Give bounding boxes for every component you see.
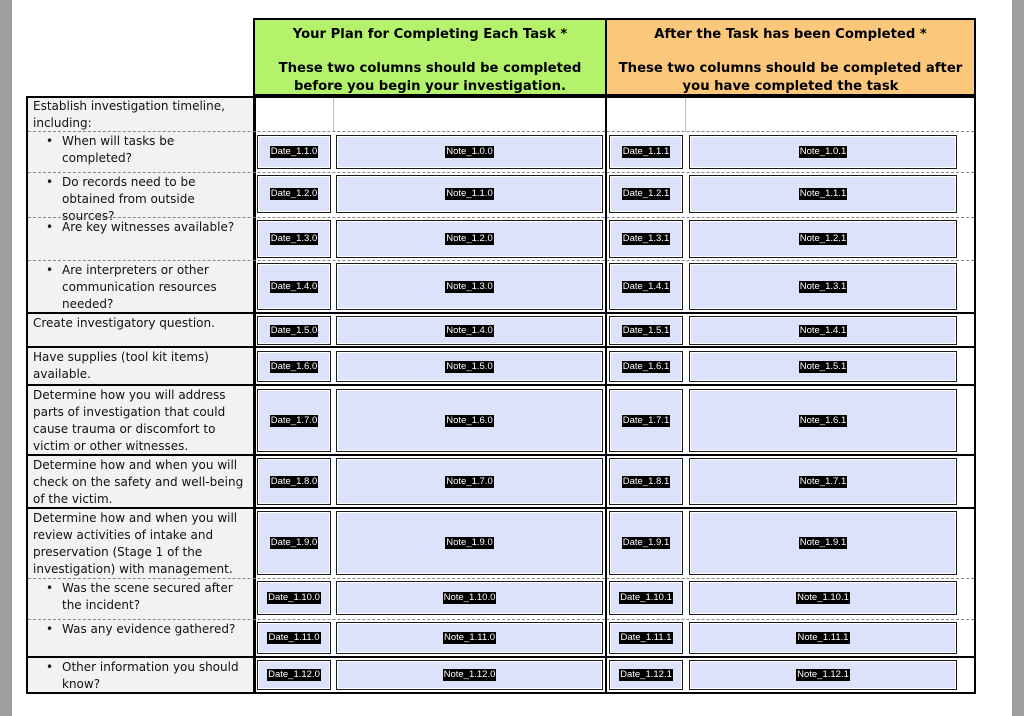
- field-name-label: Date_1.2.1: [622, 188, 670, 199]
- field-name-label: Date_1.3.0: [270, 233, 318, 244]
- date-after-field[interactable]: [609, 135, 683, 169]
- note-after-field[interactable]: [689, 316, 957, 345]
- task-bullet-item: [28, 579, 252, 619]
- note-before-field[interactable]: [336, 175, 603, 213]
- note-before-field[interactable]: [336, 389, 603, 452]
- field-name-label: Note_1.11.0: [443, 632, 496, 643]
- date-after-field[interactable]: [609, 581, 683, 615]
- field-name-label: Date_1.12.1: [620, 669, 672, 680]
- note-before-field[interactable]: [336, 220, 603, 258]
- date-before-field[interactable]: [257, 263, 331, 310]
- task-text: Are key witnesses available?: [62, 220, 235, 234]
- field-name-label: Note_1.1.0: [446, 188, 493, 199]
- field-name-label: Note_1.7.0: [446, 475, 493, 487]
- note-after-field[interactable]: [689, 389, 957, 452]
- task-text: Was the scene secured after the incident?: [62, 581, 233, 612]
- row-separator: [28, 384, 974, 386]
- date-before-field[interactable]: [257, 316, 331, 345]
- task-text: Are interpreters or other communication resources needed?: [62, 263, 217, 311]
- date-before-field[interactable]: [257, 511, 331, 575]
- row-separator: [28, 131, 974, 132]
- field-name-label: Note_1.2.0: [446, 233, 493, 244]
- bullet-icon: •: [46, 622, 54, 636]
- date-before-field[interactable]: [257, 622, 331, 654]
- task-item: [28, 314, 252, 347]
- task-text: Was any evidence gathered?: [62, 622, 236, 636]
- date-after-field[interactable]: [609, 511, 683, 575]
- field-name-label: Date_1.10.1: [620, 592, 672, 603]
- field-name-label: Note_1.5.1: [799, 360, 847, 372]
- row-separator: [28, 217, 974, 218]
- row-separator: [28, 312, 974, 314]
- row-separator: [28, 656, 974, 658]
- task-text: Determine how and when you will review activities of intake and preservation (Stage 1 of the investigation) with management.: [33, 511, 238, 576]
- field-name-label: Note_1.10.0: [443, 592, 496, 603]
- note-before-field[interactable]: [336, 660, 603, 690]
- task-bullet-item: [28, 173, 252, 223]
- field-name-label: Date_1.12.0: [268, 669, 320, 680]
- field-name-label: Note_1.6.0: [446, 414, 493, 426]
- field-name-label: Date_1.10.0: [268, 592, 320, 603]
- row-separator: [28, 454, 974, 456]
- date-after-field[interactable]: [609, 263, 683, 310]
- field-name-label: Note_1.6.1: [799, 414, 847, 426]
- task-item: [28, 97, 252, 131]
- note-after-field[interactable]: [689, 660, 957, 690]
- task-text: Do records need to be obtained from outside sources?: [62, 175, 196, 223]
- bullet-icon: •: [46, 660, 54, 674]
- field-name-label: Date_1.5.1: [622, 324, 670, 336]
- field-name-label: Date_1.7.1: [622, 414, 670, 426]
- field-name-label: Note_1.0.1: [799, 146, 847, 157]
- field-name-label: Note_1.10.1: [797, 592, 849, 603]
- field-name-label: Note_1.0.0: [446, 146, 493, 157]
- after-column-header: [605, 18, 976, 96]
- row-separator: [28, 172, 974, 173]
- task-bullet-item: [28, 658, 252, 694]
- task-bullet-item: [28, 261, 252, 313]
- task-bullet-item: [28, 132, 252, 172]
- date-before-field[interactable]: [257, 660, 331, 690]
- field-name-label: Note_1.9.1: [799, 537, 847, 548]
- note-after-field[interactable]: [689, 175, 957, 213]
- field-name-label: Note_1.4.1: [799, 324, 847, 336]
- note-before-field[interactable]: [336, 622, 603, 654]
- field-name-label: Date_1.11.1: [620, 632, 672, 643]
- row-separator: [28, 578, 974, 579]
- task-item: [28, 348, 252, 385]
- field-name-label: Date_1.8.0: [270, 475, 318, 487]
- cell-divider: [685, 98, 686, 132]
- note-before-field[interactable]: [336, 351, 603, 382]
- row-separator: [28, 346, 974, 348]
- task-text: Determine how and when you will check on the safety and well-being of the victim.: [33, 458, 244, 506]
- date-after-field[interactable]: [609, 622, 683, 654]
- bullet-icon: •: [46, 175, 54, 189]
- note-before-field[interactable]: [336, 263, 603, 310]
- note-before-field[interactable]: [336, 581, 603, 615]
- field-name-label: Date_1.1.0: [270, 146, 318, 157]
- after-header-subtitle: These two columns should be completed after you have completed the task: [618, 61, 963, 94]
- field-name-label: Date_1.9.1: [622, 537, 670, 548]
- note-after-field[interactable]: [689, 263, 957, 310]
- field-name-label: Date_1.3.1: [622, 233, 670, 244]
- field-name-label: Note_1.7.1: [799, 475, 847, 487]
- plan-column-header: [253, 18, 607, 96]
- field-name-label: Date_1.11.0: [268, 632, 320, 643]
- task-bullet-item: [28, 218, 252, 260]
- note-after-field[interactable]: [689, 351, 957, 382]
- note-before-field[interactable]: [336, 511, 603, 575]
- date-before-field[interactable]: [257, 175, 331, 213]
- task-text: Have supplies (tool kit items) available.: [33, 350, 209, 381]
- date-after-field[interactable]: [609, 220, 683, 258]
- field-name-label: Date_1.2.0: [270, 188, 318, 199]
- date-before-field[interactable]: [257, 351, 331, 382]
- task-text: Determine how you will address parts of investigation that could cause trauma or discomfort to victim or other witnesses.: [33, 388, 226, 453]
- row-separator: [28, 260, 974, 261]
- field-name-label: Note_1.3.0: [446, 280, 493, 292]
- field-name-label: Date_1.7.0: [270, 414, 318, 426]
- plan-header-title: Your Plan for Completing Each Task *: [292, 27, 568, 42]
- task-item: [28, 456, 252, 508]
- column-divider: [605, 96, 607, 694]
- note-before-field[interactable]: [336, 135, 603, 169]
- note-after-field[interactable]: [689, 135, 957, 169]
- field-name-label: Note_1.12.0: [443, 669, 496, 680]
- field-name-label: Note_1.2.1: [799, 233, 847, 244]
- date-before-field[interactable]: [257, 135, 331, 169]
- field-name-label: Note_1.9.0: [446, 537, 493, 548]
- field-name-label: Note_1.1.1: [799, 188, 847, 199]
- field-name-label: Date_1.4.0: [270, 280, 318, 292]
- note-before-field[interactable]: [336, 458, 603, 505]
- field-name-label: Date_1.8.1: [622, 475, 670, 487]
- cell-divider: [333, 98, 334, 132]
- task-text: Create investigatory question.: [33, 316, 215, 330]
- bullet-icon: •: [46, 263, 54, 277]
- date-after-field[interactable]: [609, 458, 683, 505]
- date-after-field[interactable]: [609, 351, 683, 382]
- date-before-field[interactable]: [257, 581, 331, 615]
- note-after-field[interactable]: [689, 581, 957, 615]
- field-name-label: Note_1.12.1: [797, 669, 849, 680]
- field-name-label: Note_1.11.1: [797, 632, 849, 643]
- field-name-label: Date_1.6.0: [270, 360, 318, 372]
- task-text: When will tasks be completed?: [62, 134, 175, 165]
- date-after-field[interactable]: [609, 660, 683, 690]
- row-separator: [28, 619, 974, 620]
- field-name-label: Date_1.5.0: [270, 324, 318, 336]
- after-header-title: After the Task has been Completed *: [654, 27, 927, 42]
- task-item: [28, 386, 252, 455]
- note-after-field[interactable]: [689, 511, 957, 575]
- date-after-field[interactable]: [609, 175, 683, 213]
- note-before-field[interactable]: [336, 316, 603, 345]
- date-before-field[interactable]: [257, 458, 331, 505]
- field-name-label: Date_1.6.1: [622, 360, 670, 372]
- task-text: Other information you should know?: [62, 660, 239, 691]
- note-after-field[interactable]: [689, 220, 957, 258]
- field-name-label: Date_1.1.1: [622, 146, 670, 157]
- note-after-field[interactable]: [689, 622, 957, 654]
- bullet-icon: •: [46, 581, 54, 595]
- note-after-field[interactable]: [689, 458, 957, 505]
- field-name-label: Date_1.4.1: [622, 280, 670, 292]
- bullet-icon: •: [46, 134, 54, 148]
- task-bullet-item: [28, 620, 252, 657]
- field-name-label: Note_1.5.0: [446, 360, 493, 372]
- row-separator: [28, 507, 974, 509]
- task-item: [28, 509, 252, 578]
- date-after-field[interactable]: [609, 389, 683, 452]
- bullet-icon: •: [46, 220, 54, 234]
- task-text: Establish investigation timeline, including:: [33, 99, 225, 130]
- column-divider: [253, 96, 255, 694]
- date-after-field[interactable]: [609, 316, 683, 345]
- field-name-label: Note_1.4.0: [446, 324, 493, 336]
- date-before-field[interactable]: [257, 389, 331, 452]
- field-name-label: Note_1.3.1: [799, 280, 847, 292]
- plan-header-subtitle: These two columns should be completed before you begin your investigation.: [278, 61, 582, 94]
- field-name-label: Date_1.9.0: [270, 537, 318, 548]
- date-before-field[interactable]: [257, 220, 331, 258]
